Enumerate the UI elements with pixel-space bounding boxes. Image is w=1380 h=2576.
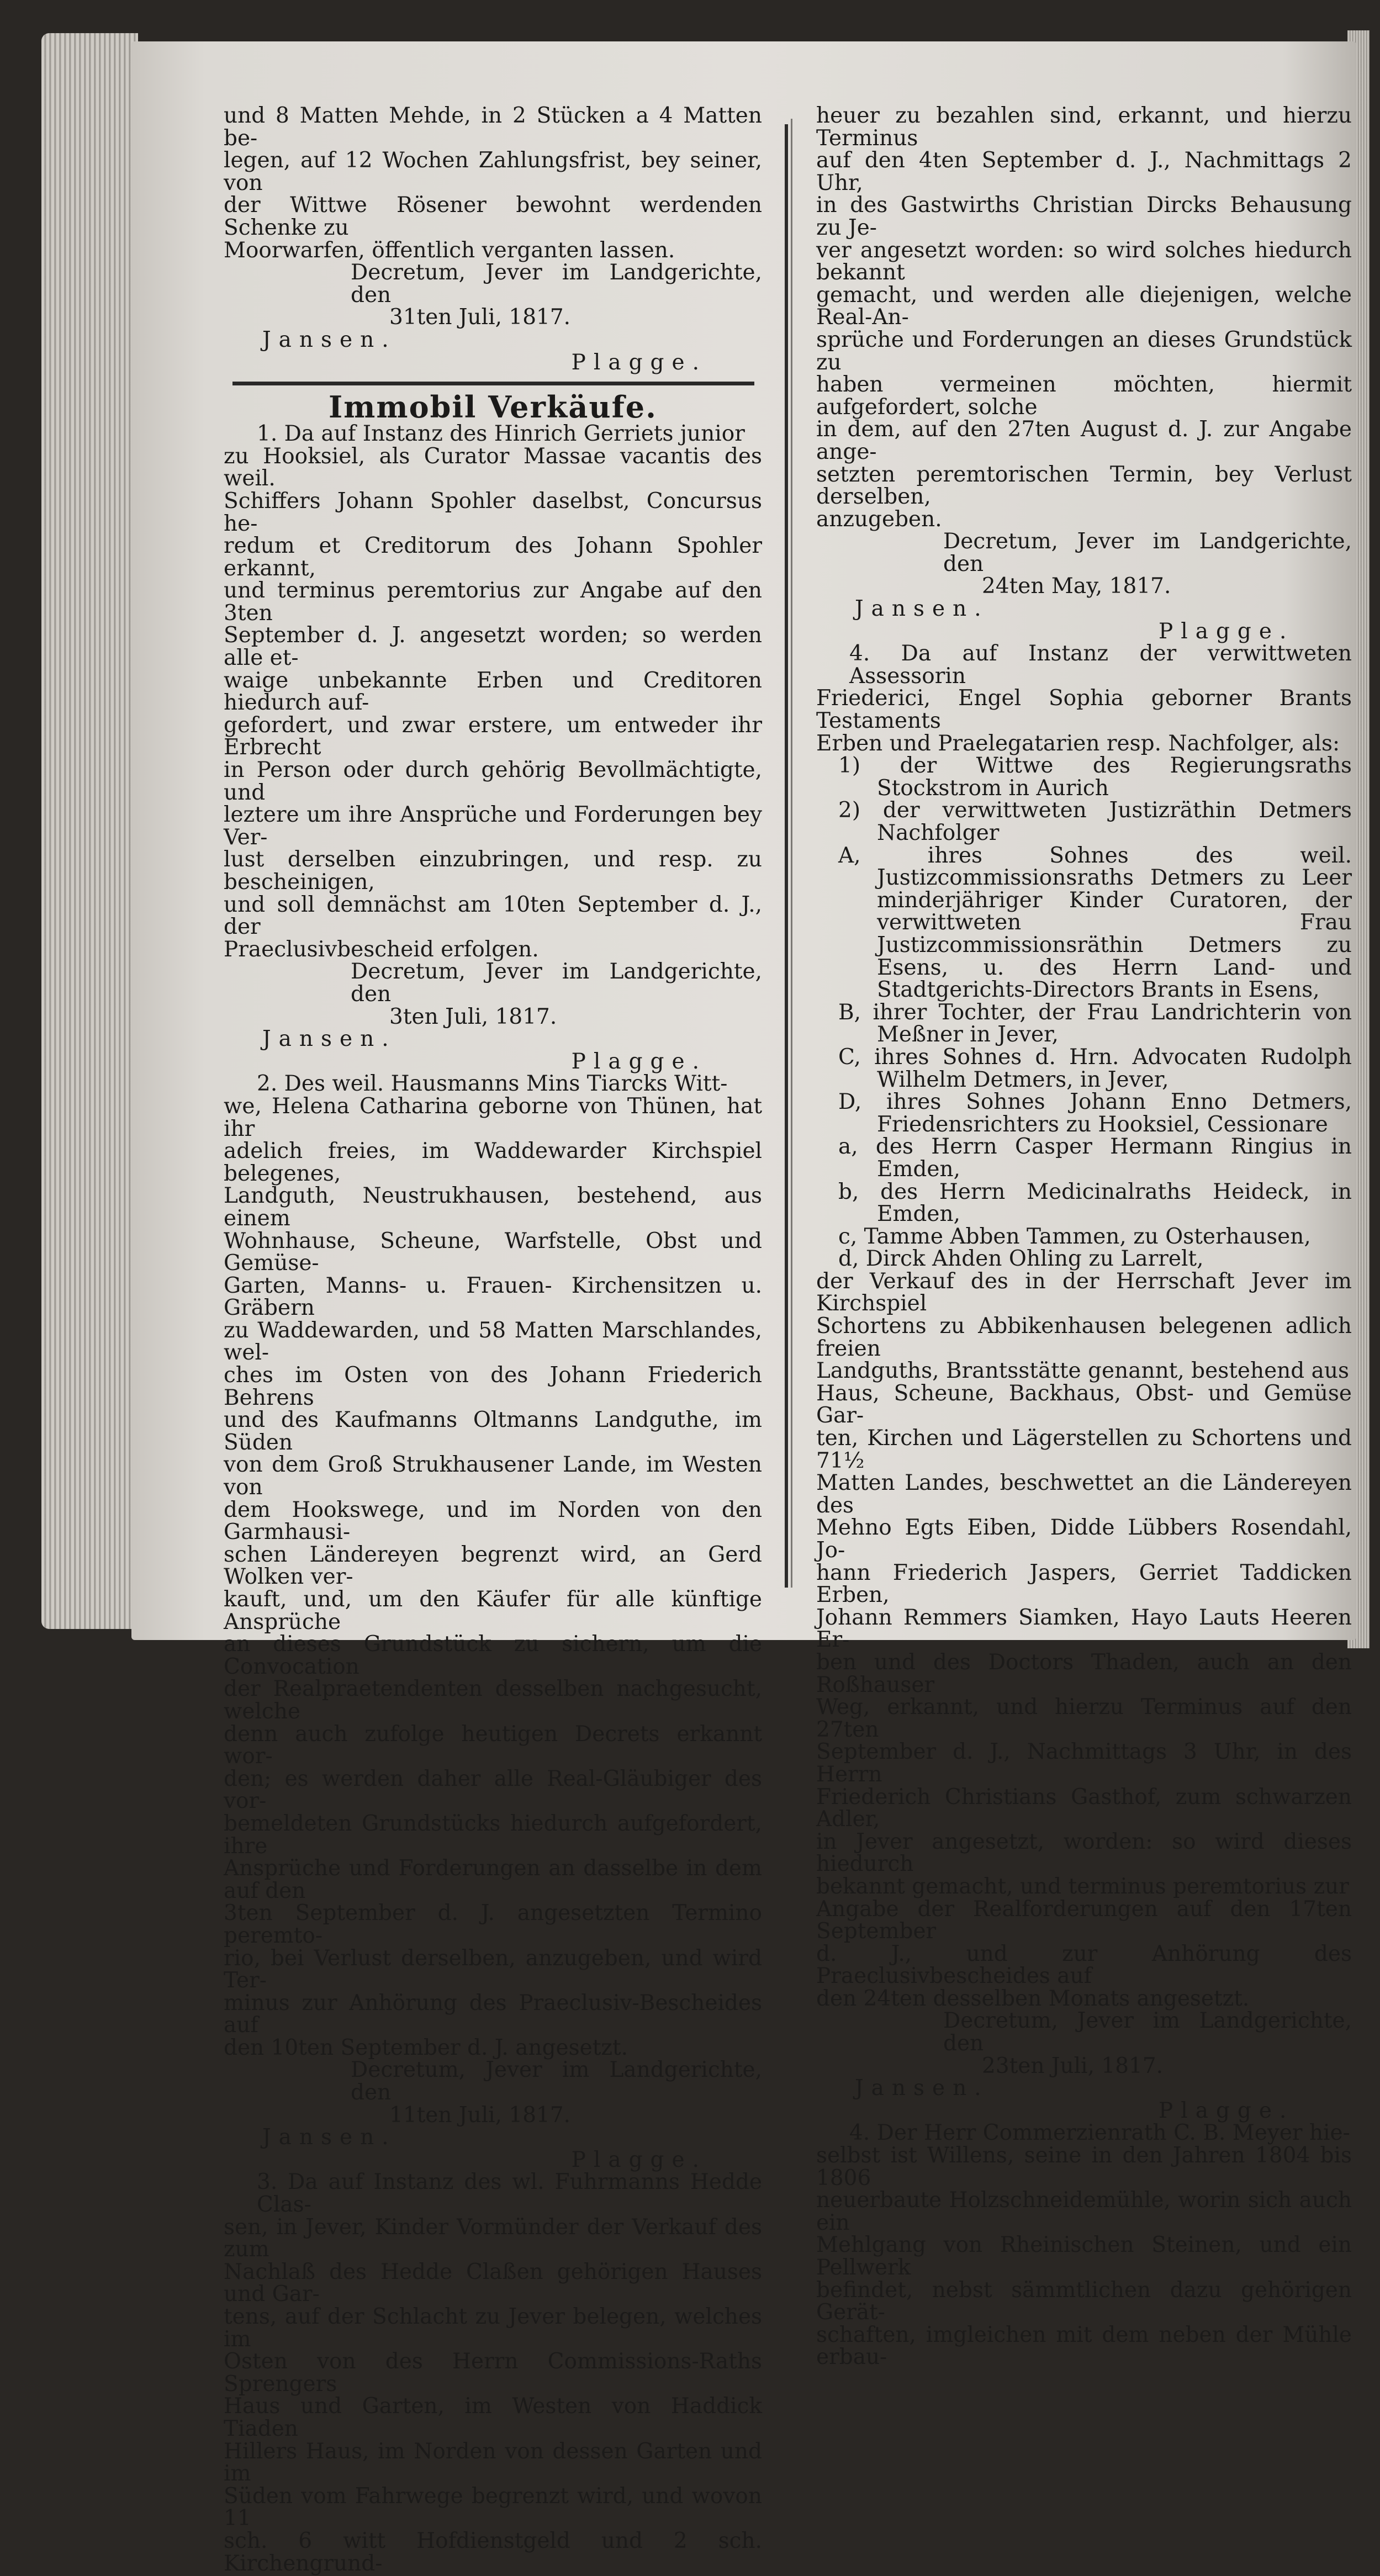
- text-line: gefordert, und zwar erstere, um entweder ihr Erbrecht: [224, 712, 762, 760]
- text-line: bemeldeten Grundstücks hiedurch aufgefordert, ihre: [224, 1811, 762, 1859]
- list-item: D, ihres Sohnes Johann Enno Detmers, Friedensrichters zu Hooksiel, Cessionare: [838, 1089, 1352, 1137]
- text-line: bekannt gemacht, und terminus peremtorius zur: [816, 1874, 1349, 1899]
- text-line: Moorwarfen, öffentlich verganten lassen.: [224, 237, 675, 263]
- text-line: Friederich Christians Gasthof, zum schwarzen Adler,: [816, 1784, 1352, 1832]
- signature-surname: Plagge.: [571, 350, 707, 375]
- text-line: schen Ländereyen begrenzt wird, an Gerd Wolken ver-: [224, 1542, 762, 1590]
- text-line: in des Gastwirths Christian Dircks Behausung zu Je-: [816, 193, 1352, 240]
- text-line: ches im Osten von des Johann Friederich Behrens: [224, 1363, 762, 1410]
- entry-1: [224, 423, 762, 1073]
- text-line: an dieses Grundstück zu sichern, um die Convocation: [224, 1632, 762, 1679]
- text-line: d. J., und zur Anhörung des Praeclusivbescheides auf: [816, 1941, 1352, 1989]
- decree-line: Decretum, Jever im Landgerichte, den: [351, 2057, 762, 2106]
- text-line: zu Waddewarden, und 58 Matten Marschlandes, wel-: [224, 1318, 762, 1366]
- text-line: Mehlgang von Rheinischen Steinen, und ein Pellwerk: [816, 2233, 1352, 2280]
- text-line: Johann Remmers Siamken, Hayo Lauts Heeren Er-: [816, 1605, 1352, 1653]
- text-line: gemacht, und werden alle diejenigen, welche Real-An-: [816, 282, 1352, 330]
- text-line: heuer zu bezahlen sind, erkannt, und hierzu Terminus: [816, 103, 1352, 151]
- text-line: befindet, nebst sämmtlichen dazu gehörigen Gerät-: [816, 2277, 1352, 2325]
- text-line: waige unbekannte Erben und Creditoren hiedurch auf-: [224, 668, 762, 716]
- decree-date: 11ten Juli, 1817.: [389, 2102, 571, 2128]
- list-item: b, des Herrn Medicinalraths Heideck, in Emden,: [838, 1179, 1352, 1227]
- section-rule: [232, 382, 754, 385]
- text-line: redum et Creditorum des Johann Spohler erkannt,: [224, 533, 762, 581]
- text-line: den 10ten September d. J. angesetzt.: [224, 2035, 628, 2060]
- right-column: [816, 105, 1352, 2369]
- signature-surname: Plagge.: [571, 1049, 707, 1074]
- text-line: 3. Da auf Instanz des wl. Fuhrmanns Hedde Clas-: [257, 2170, 762, 2218]
- text-line: Angabe der Realforderungen auf den 17ten September: [816, 1896, 1352, 1944]
- text-line: neuerbaute Holzschneidemühle, worin sich auch ein: [816, 2188, 1352, 2235]
- text-line: denn auch zufolge heutigen Decrets erkannt wor-: [224, 1721, 762, 1769]
- text-line: und terminus peremtorius zur Angabe auf den 3ten: [224, 578, 762, 626]
- signature-name: Jansen.: [855, 2076, 989, 2101]
- list-item: 2) der verwittweten Justizräthin Detmers Nachfolger: [838, 798, 1352, 845]
- decree-line: Decretum, Jever im Landgerichte, den: [351, 260, 762, 308]
- text-line: und 8 Matten Mehde, in 2 Stücken a 4 Matten be-: [224, 103, 762, 151]
- text-line: zu Hooksiel, als Curator Massae vacantis des weil.: [224, 443, 762, 491]
- text-line: Garten, Manns- u. Frauen- Kirchensitzen u. Gräbern: [224, 1273, 762, 1321]
- text-line: Landguth, Neustrukhausen, bestehend, aus einem: [224, 1183, 762, 1231]
- entry-3: [224, 2171, 762, 2575]
- text-line: hann Friederich Jaspers, Gerriet Taddicken Erben,: [816, 1560, 1352, 1608]
- text-line: 2. Des weil. Hausmanns Mins Tiarcks Witt-: [257, 1071, 728, 1097]
- list-item: B, ihrer Tochter, der Frau Landrichterin von Meßner in Jever,: [838, 999, 1352, 1048]
- text-line: schaften, imgleichen mit dem neben der Mühle erbau-: [816, 2322, 1352, 2370]
- text-line: 4. Da auf Instanz der verwittweten Assessorin: [849, 641, 1352, 689]
- left-column: [224, 105, 762, 2575]
- text-line: und des Kaufmanns Oltmanns Landguthe, im Süden: [224, 1408, 762, 1455]
- text-line: Osten von des Herrn Commissions-Raths Sprengers: [224, 2349, 762, 2397]
- text-line: in Person oder durch gehörig Bevollmächtigte, und: [224, 758, 762, 805]
- text-line: der Wittwe Rösener bewohnt werdenden Schenke zu: [224, 193, 762, 240]
- entry-5: [816, 2122, 1352, 2369]
- text-line: haben vermeinen möchten, hiermit aufgefordert, solche: [816, 372, 1352, 420]
- text-line: September d. J. angesetzt worden; so werden alle et-: [224, 623, 762, 671]
- entry-2: [224, 1073, 762, 2171]
- signature-surname: Plagge.: [1159, 618, 1294, 644]
- list-item: c, Tamme Abben Tammen, zu Osterhausen,: [838, 1224, 1311, 1249]
- text-line: Weg, erkannt, und hierzu Terminus auf den 27ten: [816, 1695, 1352, 1742]
- text-line: selbst ist Willens, seine in den Jahren 1804 bis 1806: [816, 2143, 1352, 2191]
- list-item: C, ihres Sohnes d. Hrn. Advocaten Rudolph Wilhelm Detmers, in Jever,: [838, 1044, 1352, 1092]
- signature-name: Jansen.: [855, 596, 989, 622]
- text-line: tens, auf der Schlacht zu Jever belegen, welches im: [224, 2304, 762, 2352]
- signature-surname: Plagge.: [571, 2147, 707, 2172]
- list-item: a, des Herrn Casper Hermann Ringius in Emden,: [838, 1134, 1352, 1182]
- text-line: Süden vom Fahrwege begrenzt wird, und wovon 11: [224, 2483, 762, 2531]
- text-line: ver angesetzt worden: so wird solches hiedurch bekannt: [816, 237, 1352, 285]
- signature-name: Jansen.: [262, 327, 396, 352]
- entry-4: [816, 643, 1352, 2122]
- text-line: den; es werden daher alle Real-Gläubiger des vor-: [224, 1766, 762, 1814]
- decree-date: 3ten Juli, 1817.: [389, 1004, 557, 1029]
- decree-line: Decretum, Jever im Landgerichte, den: [351, 959, 762, 1007]
- text-line: den 24ten desselben Monats angesetzt.: [816, 1986, 1250, 2011]
- text-line: lust derselben einzubringen, und resp. zu bescheinigen,: [224, 847, 762, 895]
- list-item: A, ihres Sohnes des weil. Justizcommissionsraths Detmers zu Leer minderjähriger Kinder Curatoren, der verwittweten Frau Justizcommissionsräthin Detmers zu Esens, u. des Herrn Land- und Stadtgerichts-Directors Brants in Esens,: [838, 843, 1352, 1003]
- text-line: adelich freies, im Waddewarder Kirchspiel belegenes,: [224, 1139, 762, 1186]
- list-item: 1) der Wittwe des Regierungsraths Stockstrom in Aurich: [838, 753, 1352, 801]
- text-line: ben und des Doctors Thaden, auch an den Roßhauser: [816, 1649, 1352, 1697]
- text-line: Haus und Garten, im Westen von Haddick Tiaden: [224, 2394, 762, 2441]
- text-line: und soll demnächst am 10ten September d. J., der: [224, 892, 762, 940]
- text-line: in dem, auf den 27ten August d. J. zur Angabe ange-: [816, 417, 1352, 464]
- column-divider: [785, 124, 788, 1588]
- list-item: d, Dirck Ahden Ohling zu Larrelt,: [838, 1246, 1204, 1272]
- text-line: sprüche und Forderungen an dieses Grundstück zu: [816, 327, 1352, 375]
- column-divider-thin: [791, 119, 792, 1588]
- entry-3-continued: [816, 105, 1352, 643]
- text-line: Wohnhause, Scheune, Warfstelle, Obst und Gemüse-: [224, 1228, 762, 1276]
- text-line: Schiffers Johann Spohler daselbst, Concursus he-: [224, 488, 762, 536]
- text-line: sen, in Jever, Kinder Vormünder der Verkauf des zum: [224, 2214, 762, 2262]
- decree-date: 24ten May, 1817.: [982, 574, 1171, 599]
- text-line: we, Helena Catharina geborne von Thünen, hat ihr: [224, 1093, 762, 1141]
- text-line: kauft, und, um den Käufer für alle künftige Ansprüche: [224, 1587, 762, 1635]
- text-line: in Jever angesetzt, worden: so wird dieses hiedurch: [816, 1829, 1352, 1877]
- text-line: Praeclusivbescheid erfolgen.: [224, 937, 539, 962]
- text-line: ten, Kirchen und Lägerstellen zu Schortens und 71½: [816, 1426, 1352, 1473]
- text-line: Friederici, Engel Sophia geborner Brants Testaments: [816, 686, 1352, 734]
- text-line: 1. Da auf Instanz des Hinrich Gerriets junior: [257, 421, 745, 447]
- text-line: Nachlaß des Hedde Claßen gehörigen Hauses und Gar-: [224, 2259, 762, 2307]
- text-line: Ansprüche und Forderungen an dasselbe in dem auf den: [224, 1856, 762, 1903]
- section-title: Immobil Verkäufe.: [329, 389, 657, 425]
- text-line: auf den 4ten September d. J., Nachmittags 2 Uhr,: [816, 148, 1352, 195]
- text-line: sch. 6 witt Hofdienstgeld und 2 sch. Kirchengrund-: [224, 2528, 762, 2576]
- signature-name: Jansen.: [262, 1027, 396, 1052]
- text-line: Haus, Scheune, Backhaus, Obst- und Gemüse Gar-: [816, 1380, 1352, 1429]
- signature-surname: Plagge.: [1159, 2098, 1294, 2123]
- text-line: Landguths, Brantsstätte genannt, bestehend aus: [816, 1358, 1350, 1384]
- text-line: 3ten September d. J. angesetzten Termino peremto-: [224, 1901, 762, 1948]
- decree-date: 23ten Juli, 1817.: [982, 2053, 1164, 2078]
- decree-line: Decretum, Jever im Landgerichte, den: [943, 529, 1352, 576]
- text-line: anzugeben.: [816, 506, 942, 532]
- book-page-edges-left: [41, 33, 138, 1629]
- text-line: setzten peremtorischen Termin, bey Verlust derselben,: [816, 462, 1352, 510]
- text-line: rio, bei Verlust derselben, anzugeben, und wird Ter-: [224, 1945, 762, 1993]
- text-line: der Realpraetendenten desselben nachgesucht, welche: [224, 1676, 762, 1724]
- text-line: Hillers Haus, im Norden von dessen Garten und im: [224, 2439, 762, 2487]
- text-line: Erben und Praelegatarien resp. Nachfolger, als:: [816, 731, 1340, 756]
- text-line: September d. J., Nachmittags 3 Uhr, in des Herrn: [816, 1739, 1352, 1787]
- text-line: legen, auf 12 Wochen Zahlungsfrist, bey seiner, von: [224, 148, 762, 195]
- text-line: dem Hookswege, und im Norden von den Garmhausi-: [224, 1497, 762, 1545]
- decree-date: 31ten Juli, 1817.: [389, 305, 571, 330]
- signature-name: Jansen.: [262, 2125, 396, 2150]
- text-line: Schortens zu Abbikenhausen belegenen adlich freien: [816, 1314, 1352, 1361]
- text-line: 4. Der Herr Commerzienrath C. B. Meyer hie-: [849, 2120, 1350, 2146]
- text-line: von dem Groß Strukhausener Lande, im Westen von: [224, 1452, 762, 1500]
- text-line: Mehno Egts Eiben, Didde Lübbers Rosendahl, Jo-: [816, 1515, 1352, 1563]
- top-notice: [224, 105, 762, 374]
- text-line: Matten Landes, beschwettet an die Ländereyen des: [816, 1471, 1352, 1518]
- text-line: der Verkauf des in der Herrschaft Jever im Kirchspiel: [816, 1268, 1352, 1316]
- decree-line: Decretum, Jever im Landgerichte, den: [943, 2008, 1352, 2056]
- text-line: minus zur Anhörung des Praeclusiv-Bescheides auf: [224, 1990, 762, 2038]
- text-line: leztere um ihre Ansprüche und Forderungen bey Ver-: [224, 802, 762, 850]
